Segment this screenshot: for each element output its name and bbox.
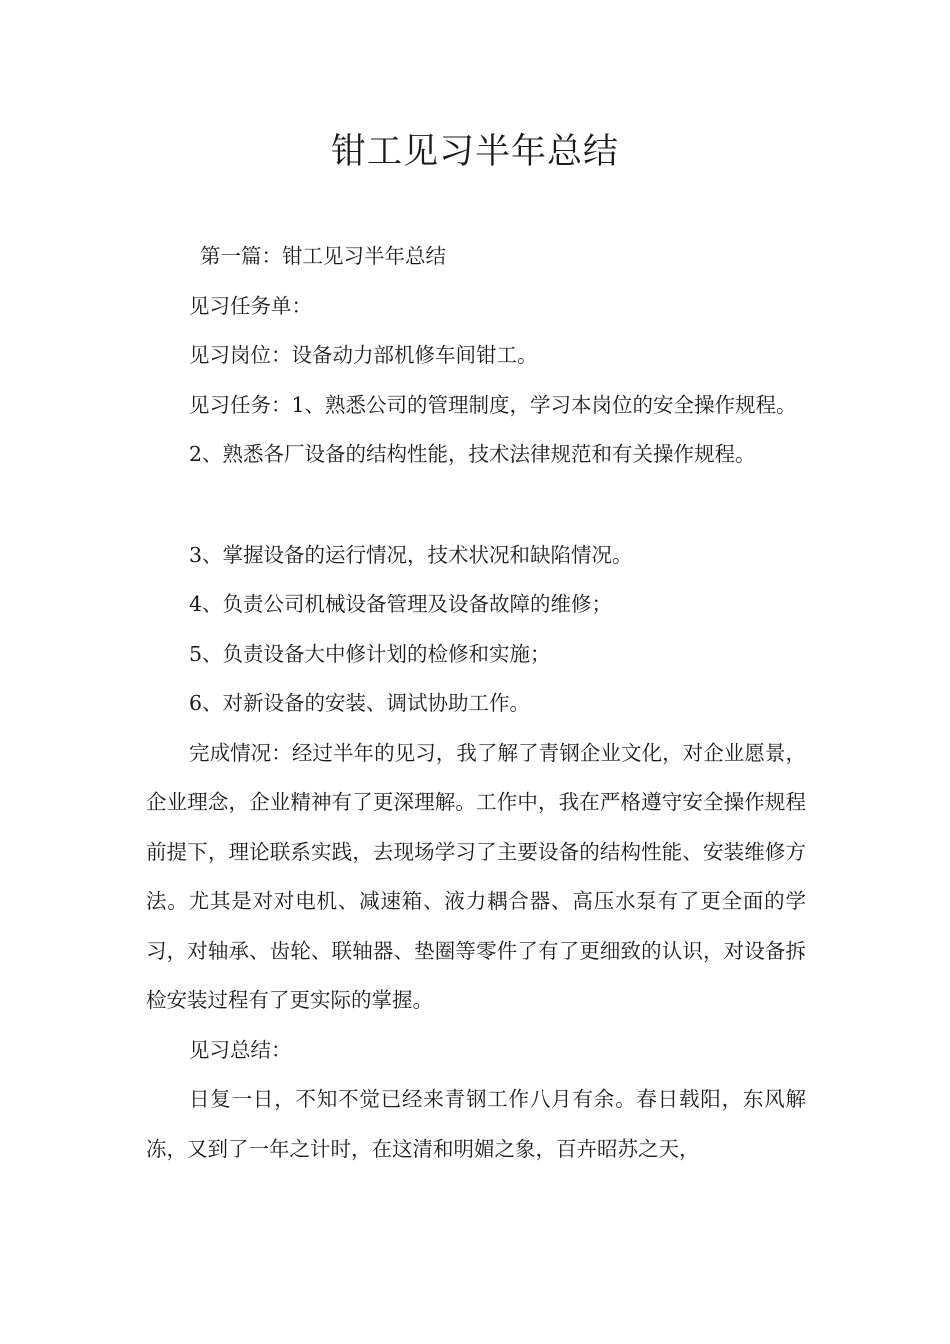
paragraph-completion: 完成情况：经过半年的见习，我了解了青钢企业文化，对企业愿景，企业理念，企业精神有了更深理解。工作中，我在严格遵守安全操作规程前提下，理论联系实践，去现场学习了主要设备的结构性能、安装维修方法。尤其是对对电机、减速箱、液力耦合器、高压水泵有了更全面的学习，对轴承、齿轮、联轴器、垫圈等零件了有了更细致的认识，对设备拆检安装过程有了更实际的掌握。	[146, 740, 806, 1012]
paragraph-task-6: 6、对新设备的安装、调试协助工作。	[189, 691, 531, 715]
paragraph-section-heading: 第一篇：钳工见习半年总结	[200, 244, 446, 268]
paragraph-spacer	[146, 480, 806, 531]
paragraph-summary-label: 见习总结：	[189, 1037, 292, 1062]
paragraph-summary-body: 日复一日，不知不觉已经来青钢工作八月有余。春日载阳，东风解冻，又到了一年之计时，在这清和明媚之象，百卉昭苏之天，	[146, 1087, 806, 1161]
document-title: 钳工见习半年总结	[330, 132, 619, 172]
paragraph-task-4: 4、负责公司机械设备管理及设备故障的维修；	[189, 592, 613, 616]
paragraph-task-2: 2、熟悉各厂设备的结构性能，技术法律规范和有关操作规程。	[189, 442, 756, 466]
paragraph-position: 见习岗位：设备动力部机修车间钳工。	[189, 343, 538, 367]
paragraph-task-sheet-label: 见习任务单：	[189, 293, 312, 318]
paragraph-task-5: 5、负责设备大中修计划的检修和实施；	[189, 641, 551, 666]
paragraph-task-1: 见习任务：1、熟悉公司的管理制度，学习本岗位的安全操作规程。	[189, 392, 797, 417]
document-body	[146, 232, 806, 1174]
paragraph-task-3: 3、掌握设备的运行情况，技术状况和缺陷情况。	[189, 542, 633, 567]
